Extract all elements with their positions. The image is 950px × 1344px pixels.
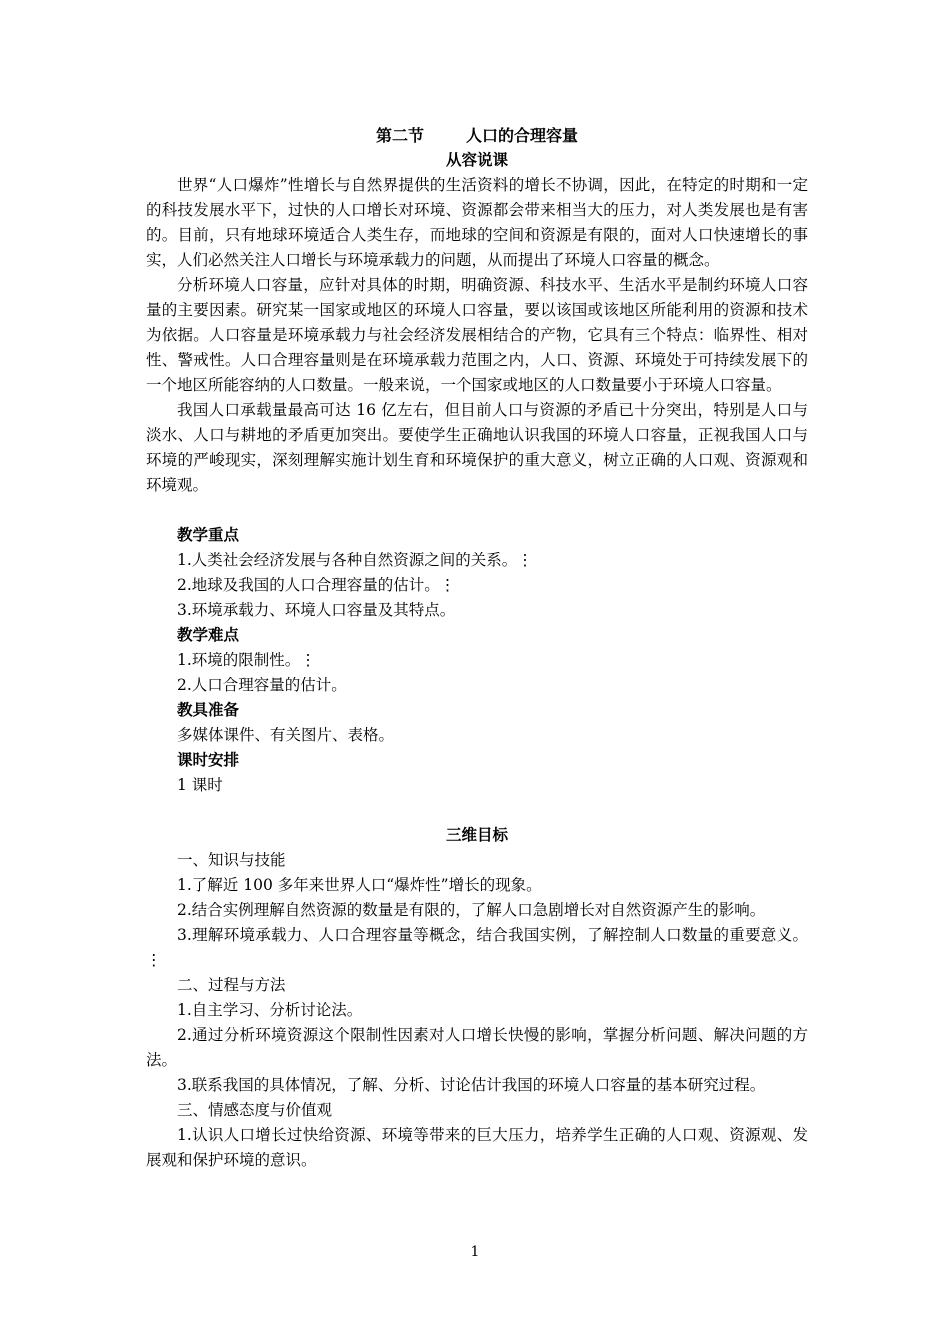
intro-paragraph-1: 世界“人口爆炸”性增长与自然界提供的生活资料的增长不协调，因此，在特定的时期和一定的科技发展水平下，过快的人口增长对环境、资源都会带来相当大的压力，对人类发展也是有害的。目前，只有地球环境适合人类生存，而地球的空间和资源是有限的，面对人口快速增长的事实，人们必然关注人口增长与环境承载力的问题，从而提出了环境人口容量的概念。 [146, 176, 808, 269]
key-point-item: 1.人类社会经济发展与各种自然资源之间的关系。⋮ [177, 551, 533, 569]
goals-heading: 三维目标 [445, 826, 508, 844]
schedule-heading: 课时安排 [177, 751, 240, 769]
difficulty-item: 1.环境的限制性。⋮ [177, 651, 316, 669]
section-number: 第二节 [375, 126, 424, 145]
process-item: 1.自主学习、分析讨论法。 [177, 1001, 363, 1019]
schedule-text: 1 课时 [177, 776, 223, 794]
difficulties-heading: 教学难点 [177, 626, 240, 644]
key-point-item: 3.环境承载力、环境人口容量及其特点。 [177, 601, 456, 619]
tools-text: 多媒体课件、有关图片、表格。 [177, 726, 395, 744]
section-name: 人口的合理容量 [466, 126, 579, 145]
knowledge-item: 2.结合实例理解自然资源的数量是有限的，了解人口急剧增长对自然资源产生的影响。 [177, 901, 766, 919]
key-points-heading: 教学重点 [177, 526, 240, 544]
process-item: 3.联系我国的具体情况，了解、分析、讨论估计我国的环境人口容量的基本研究过程。 [177, 1076, 766, 1094]
difficulty-item: 2.人口合理容量的估计。 [177, 676, 347, 694]
document-page [146, 123, 808, 1173]
page-number: 1 [470, 1244, 480, 1260]
subtitle: 从容说课 [445, 151, 508, 169]
attitude-heading: 三、情感态度与价值观 [177, 1101, 333, 1119]
knowledge-item: 3.理解环境承载力、人口合理容量等概念，结合我国实例，了解控制人口数量的重要意义。⋮ [146, 926, 808, 969]
intro-paragraph-2: 分析环境人口容量，应针对具体的时期，明确资源、科技水平、生活水平是制约环境人口容量的主要因素。研究某一国家或地区的环境人口容量，要以该国或该地区所能利用的资源和技术为依据。人口容量是环境承载力与社会经济发展相结合的产物，它具有三个特点：临界性、相对性、警戒性。人口合理容量则是在环境承载力范围之内，人口、资源、环境处于可持续发展下的一个地区所能容纳的人口数量。一般来说，一个国家或地区的人口数量要小于环境人口容量。 [146, 276, 808, 394]
attitude-item: 1.认识人口增长过快给资源、环境等带来的巨大压力，培养学生正确的人口观、资源观、发展观和保护环境的意识。 [146, 1126, 808, 1169]
intro-paragraph-3: 我国人口承载量最高可达 16 亿左右，但目前人口与资源的矛盾已十分突出，特别是人口与淡水、人口与耕地的矛盾更加突出。要使学生正确地认识我国的环境人口容量，正视我国人口与环境的严峻现实，深刻理解实施计划生育和环境保护的重大意义，树立正确的人口观、资源观和环境观。 [146, 401, 808, 494]
key-point-item: 2.地球及我国的人口合理容量的估计。⋮ [177, 576, 456, 594]
tools-heading: 教具准备 [177, 701, 240, 719]
knowledge-heading: 一、知识与技能 [177, 851, 286, 869]
process-item: 2.通过分析环境资源这个限制性因素对人口增长快慢的影响，掌握分析问题、解决问题的方法。 [146, 1026, 808, 1069]
knowledge-item: 1.了解近 100 多年来世界人口“爆炸性”增长的现象。 [177, 876, 542, 894]
page-title [146, 123, 808, 148]
process-heading: 二、过程与方法 [177, 976, 286, 994]
